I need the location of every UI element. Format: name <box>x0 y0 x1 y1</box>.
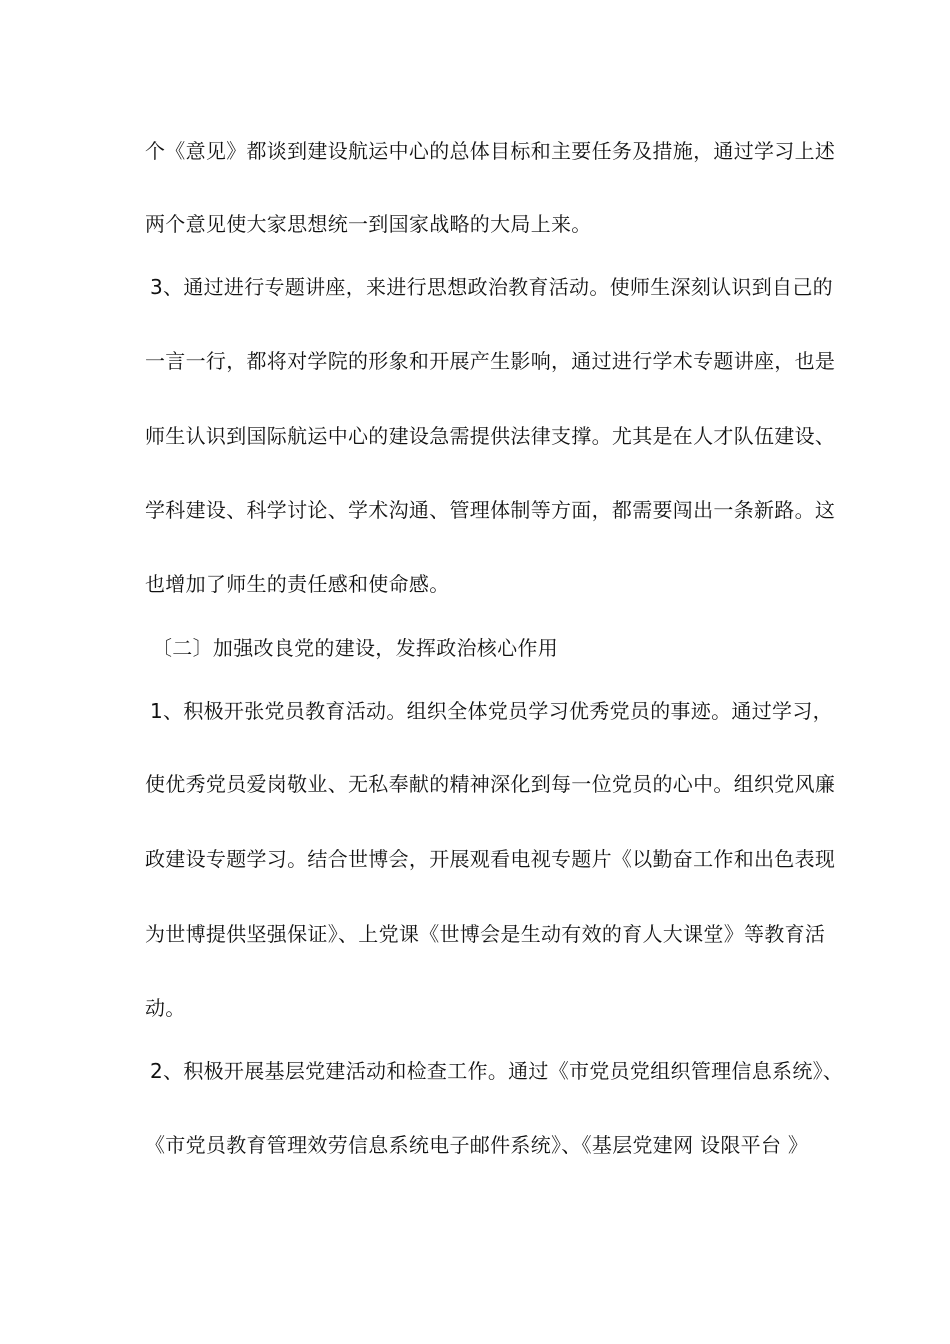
paragraph-line: 《市党员教育管理效劳信息系统电子邮件系统》、《基层党建网 设限平台 》 <box>145 1133 809 1157</box>
paragraph-line: 动。 <box>145 996 186 1020</box>
paragraph-line: 个《意见》都谈到建设航运中心的总体目标和主要任务及措施，通过学习上述 <box>145 139 836 163</box>
paragraph-line: 2、积极开展基层党建活动和检查工作。通过《市党员党组织管理信息系统》、 <box>150 1059 844 1083</box>
paragraph-line: 学科建设、科学讨论、学术沟通、管理体制等方面，都需要闯出一条新路。这 <box>145 498 836 522</box>
paragraph-line: 也增加了师生的责任感和使命感。 <box>145 572 450 596</box>
paragraph-line: 1、积极开张党员教育活动。组织全体党员学习优秀党员的事迹。通过学习， <box>150 699 833 723</box>
paragraph-line: 两个意见使大家思想统一到国家战略的大局上来。 <box>145 212 592 236</box>
paragraph-line: 师生认识到国际航运中心的建设急需提供法律支撑。尤其是在人才队伍建设、 <box>145 424 836 448</box>
section-heading: 〔二〕加强改良党的建设，发挥政治核心作用 <box>152 636 558 660</box>
paragraph-line: 3、通过进行专题讲座，来进行思想政治教育活动。使师生深刻认识到自己的 <box>150 275 833 299</box>
paragraph-line: 为世博提供坚强保证》、上党课《世博会是生动有效的育人大课堂》等教育活 <box>145 922 826 946</box>
paragraph-line: 使优秀党员爱岗敬业、无私奉献的精神深化到每一位党员的心中。组织党风廉 <box>145 772 836 796</box>
paragraph-line: 一言一行，都将对学院的形象和开展产生影响，通过进行学术专题讲座，也是 <box>145 349 836 373</box>
paragraph-line: 政建设专题学习。结合世博会，开展观看电视专题片《以勤奋工作和出色表现 <box>145 847 836 871</box>
